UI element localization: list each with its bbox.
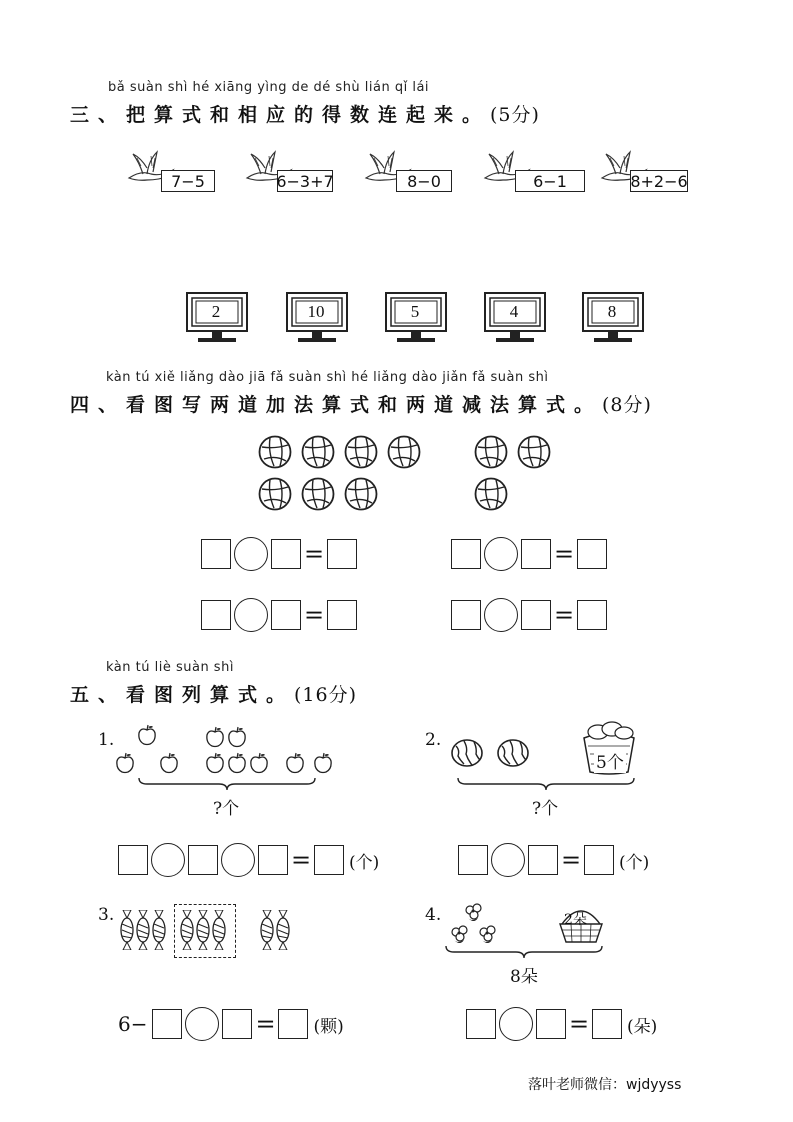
expression-item-2[interactable] (243, 148, 334, 191)
candy-icon (260, 910, 274, 950)
candy-icon (196, 910, 210, 950)
answer-value: 4 (509, 302, 519, 321)
answer-box[interactable] (271, 539, 301, 569)
expression-box[interactable]: 7−5 (161, 170, 215, 192)
answer-screen-1[interactable] (186, 292, 248, 344)
watermelon-icon (450, 738, 484, 768)
volleyball-icon (474, 435, 508, 469)
problem-4-brace-label: 8朵 (510, 967, 538, 987)
equals-sign: = (569, 1010, 590, 1038)
basket-label: 5个 (594, 748, 626, 773)
candy-icon (276, 910, 290, 950)
expression-item-4[interactable] (481, 148, 567, 191)
candy-icon (212, 910, 226, 950)
answer-box[interactable] (201, 539, 231, 569)
section4-title (70, 390, 652, 417)
answer-box[interactable] (466, 1009, 496, 1039)
expression-box[interactable]: 6−1 (515, 170, 585, 192)
problem-2-brace-label: ?个 (532, 799, 559, 819)
equals-sign: = (554, 540, 575, 568)
volleyball-icon (344, 435, 378, 469)
apple-icon (137, 724, 157, 746)
equals-sign: = (554, 601, 575, 629)
answer-box[interactable] (451, 600, 481, 630)
apple-icon (313, 752, 333, 774)
apple-icon (115, 752, 135, 774)
candy-icon (120, 910, 134, 950)
answer-box[interactable] (536, 1009, 566, 1039)
ball-group-left (258, 435, 428, 515)
answer-box[interactable] (528, 845, 558, 875)
answer-box[interactable] (314, 845, 344, 875)
answer-value: 10 (307, 302, 325, 321)
section5-title-text: 五、看图列算式。 (70, 684, 295, 706)
operator-circle[interactable] (151, 843, 185, 877)
candy-icon (180, 910, 194, 950)
unit-label: (颗) (313, 1016, 344, 1037)
expression-box[interactable]: 8+2−6 (630, 171, 688, 191)
footer-text: 落叶老师微信：wjdyyss (528, 1077, 682, 1093)
expression-box[interactable]: 8−0 (396, 170, 452, 192)
section4-pinyin: kàn tú xiě liǎng dào jiā fǎ suàn shì hé liǎng dào jiǎn fǎ suàn shì (106, 370, 549, 385)
volleyball-icon (387, 435, 421, 469)
brace-icon (444, 944, 604, 960)
operator-circle[interactable] (234, 598, 268, 632)
equals-sign: = (304, 601, 325, 629)
section3-title-text: 三、把算式和相应的得数连起来。 (70, 104, 491, 126)
candy-icon (152, 910, 166, 950)
operator-circle[interactable] (221, 843, 255, 877)
watermelon-icon (496, 738, 530, 768)
unit-label: (个) (349, 852, 380, 873)
answer-box[interactable] (222, 1009, 252, 1039)
section5-pinyin: kàn tú liè suàn shì (106, 660, 234, 675)
answer-box[interactable] (327, 600, 357, 630)
expression-item-3[interactable] (362, 148, 441, 191)
volleyball-icon (301, 477, 335, 511)
problem-2-equation (458, 843, 649, 877)
problem-4-equation (466, 1007, 657, 1041)
answer-box[interactable] (258, 845, 288, 875)
apple-icon (249, 752, 269, 774)
volleyball-icon (258, 435, 292, 469)
problem-2-number: 2. (425, 730, 442, 750)
answer-box[interactable] (592, 1009, 622, 1039)
section5-title (70, 680, 357, 707)
brace-icon (137, 776, 317, 792)
answer-screen-2[interactable] (286, 292, 348, 344)
flower-icon (448, 924, 472, 946)
equation-row (451, 537, 607, 571)
apple-icon (227, 752, 247, 774)
answer-box[interactable] (201, 600, 231, 630)
problem-3-number: 3. (98, 905, 115, 925)
equals-sign: = (304, 540, 325, 568)
answer-value: 2 (211, 302, 221, 321)
operator-circle[interactable] (499, 1007, 533, 1041)
answer-screen-5[interactable] (582, 292, 644, 344)
answer-box[interactable] (521, 539, 551, 569)
problem-1-number: 1. (98, 730, 115, 750)
unit-label: (个) (619, 852, 650, 873)
section4-score: (8分) (602, 394, 652, 416)
flower-icon (476, 924, 500, 946)
candy-icon (136, 910, 150, 950)
answer-screen-3[interactable] (385, 292, 447, 344)
operator-circle[interactable] (185, 1007, 219, 1041)
equals-sign: = (291, 846, 312, 874)
answer-box[interactable] (451, 539, 481, 569)
answer-box[interactable] (118, 845, 148, 875)
unit-label: (朵) (627, 1016, 658, 1037)
problem-4-number: 4. (425, 905, 442, 925)
apple-icon (205, 752, 225, 774)
apple-icon (205, 726, 225, 748)
flower-icon (462, 902, 486, 924)
answer-box[interactable] (584, 845, 614, 875)
section5-score: (16分) (294, 684, 358, 706)
answer-box[interactable] (271, 600, 301, 630)
problem-3-equation (118, 1007, 344, 1041)
equation-prefix: 6− (118, 1012, 148, 1036)
volleyball-icon (517, 435, 551, 469)
apple-icon (159, 752, 179, 774)
answer-value: 8 (607, 302, 617, 321)
operator-circle[interactable] (234, 537, 268, 571)
operator-circle[interactable] (484, 598, 518, 632)
section3-score: (5分) (490, 104, 540, 126)
problem-3-figure (118, 904, 298, 960)
problem-4-figure (440, 900, 610, 985)
ball-group-right (474, 435, 554, 515)
problem-1-brace-label: ?个 (213, 799, 240, 819)
answer-value: 5 (410, 302, 420, 321)
problem-1-figure (115, 724, 345, 819)
operator-circle[interactable] (491, 843, 525, 877)
volleyball-icon (258, 477, 292, 511)
equals-sign: = (255, 1010, 276, 1038)
brace-icon (456, 776, 636, 792)
answer-screen-4[interactable] (484, 292, 546, 344)
expression-item-5[interactable] (598, 148, 688, 191)
equation-row (201, 537, 357, 571)
equation-row (451, 598, 607, 632)
section3-title (70, 100, 540, 127)
answer-box[interactable] (577, 539, 607, 569)
expression-box[interactable]: 6−3+7 (276, 171, 334, 191)
expression-item-1[interactable] (125, 148, 205, 191)
answer-box[interactable] (327, 539, 357, 569)
volleyball-icon (301, 435, 335, 469)
answer-box[interactable] (152, 1009, 182, 1039)
section4-title-text: 四、看图写两道加法算式和两道减法算式。 (70, 394, 603, 416)
problem-1-equation (118, 843, 379, 877)
answer-box[interactable] (458, 845, 488, 875)
answer-box[interactable] (577, 600, 607, 630)
apple-icon (285, 752, 305, 774)
volleyball-icon (344, 477, 378, 511)
problem-2-figure (448, 720, 638, 820)
answer-box[interactable] (278, 1009, 308, 1039)
operator-circle[interactable] (484, 537, 518, 571)
answer-box[interactable] (188, 845, 218, 875)
apple-icon (227, 726, 247, 748)
volleyball-icon (474, 477, 508, 511)
section3-pinyin: bǎ suàn shì hé xiāng yìng de dé shù lián qǐ lái (108, 80, 430, 95)
equation-row (201, 598, 357, 632)
answer-box[interactable] (521, 600, 551, 630)
equals-sign: = (561, 846, 582, 874)
basket-label: 2朵 (564, 912, 587, 928)
